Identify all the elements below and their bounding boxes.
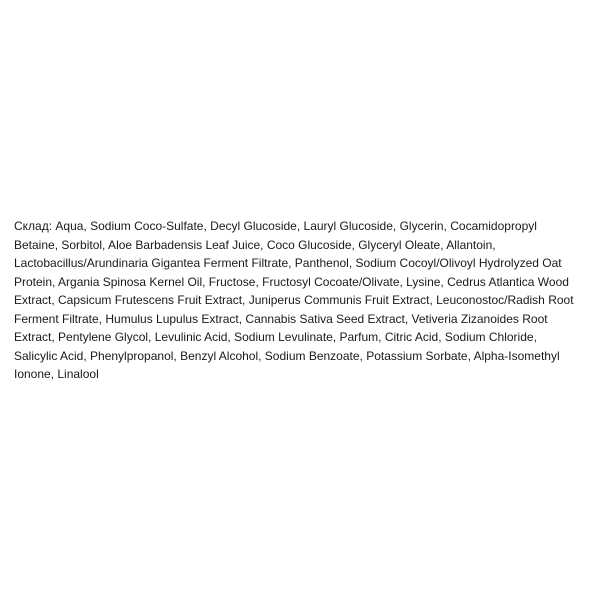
ingredients-line: Protein, Argania Spinosa Kernel Oil, Fructose, Fructosyl Cocoate/Olivate, Lysine, Cedrus Atlantica Wood — [14, 274, 569, 289]
ingredients-line: Extract, Capsicum Frutescens Fruit Extract, Juniperus Communis Fruit Extract, Leuconostoc/Radish Root — [14, 293, 574, 307]
ingredients-text — [14, 217, 586, 384]
ingredients-line: Ionone, Linalool — [14, 367, 99, 381]
ingredients-line: Ferment Filtrate, Humulus Lupulus Extract, Cannabis Sativa Seed Extract, Vetiveria Zizanoides Root — [14, 311, 548, 326]
ingredients-line: Betaine, Sorbitol, Aloe Barbadensis Leaf Juice, Coco Glucoside, Glyceryl Oleate, Allantoin, — [14, 237, 496, 252]
ingredients-line: Склад: Aqua, Sodium Coco-Sulfate, Decyl Glucoside, Lauryl Glucoside, Glycerin, Cocamidopropyl — [14, 219, 537, 233]
ingredients-line: Extract, Pentylene Glycol, Levulinic Acid, Sodium Levulinate, Parfum, Citric Acid, Sodium Chloride, — [14, 330, 537, 344]
ingredients-line: Salicylic Acid, Phenylpropanol, Benzyl Alcohol, Sodium Benzoate, Potassium Sorbate, Alpha-Isomethyl — [14, 348, 560, 363]
ingredients-line: Lactobacillus/Arundinaria Gigantea Ferment Filtrate, Panthenol, Sodium Cocoyl/Olivoyl Hydrolyzed Oat — [14, 256, 562, 270]
